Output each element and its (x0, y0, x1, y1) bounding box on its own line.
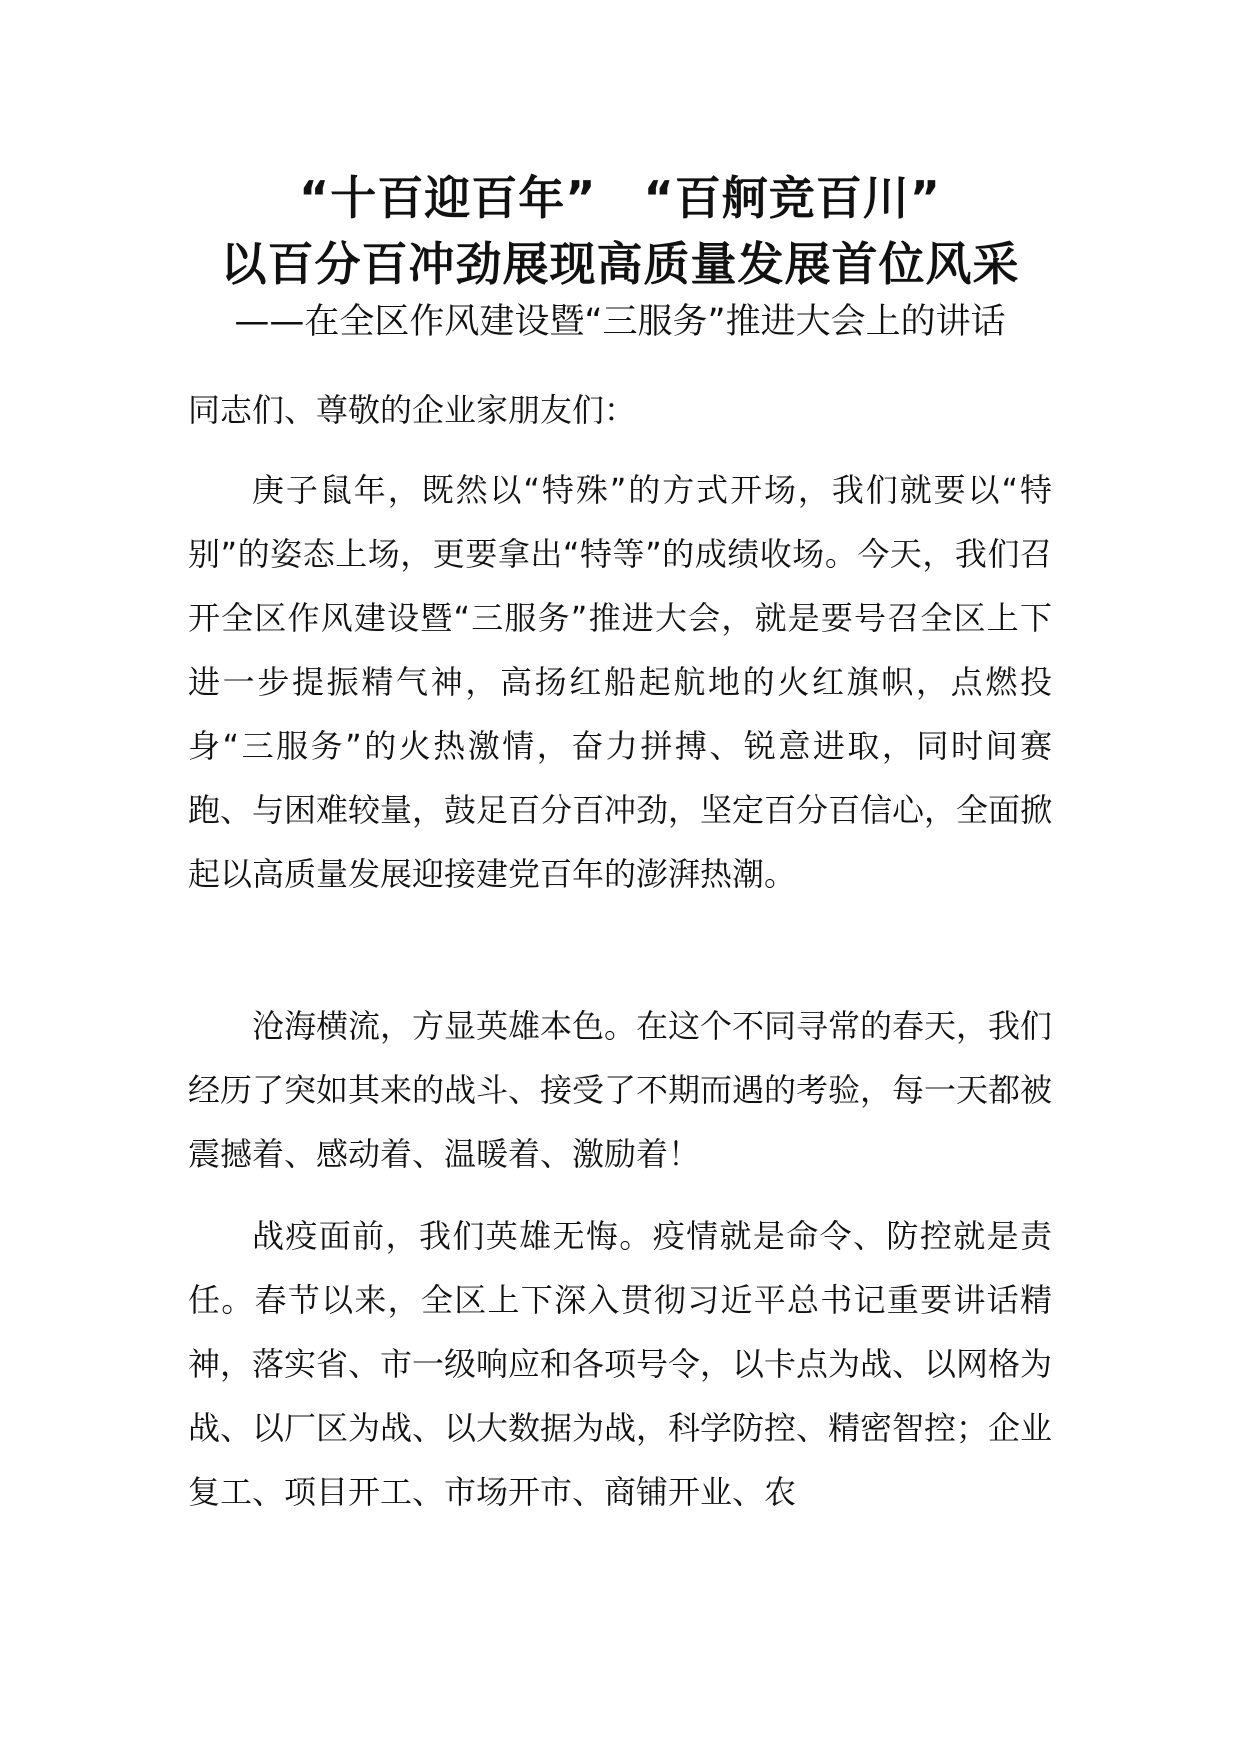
paragraph-1: 庚子鼠年，既然以“特殊”的方式开场，我们就要以“特别”的姿态上场，更要拿出“特等”的成绩收场。今天，我们召开全区作风建设暨“三服务”推进大会，就是要号召全区上下进一步提振精气神，高扬红船起航地的火红旗帜，点燃投身“三服务”的火热激情，奋力拼搏、锐意进取，同时间赛跑、与困难较量，鼓足百分百冲劲，坚定百分百信心，全面掀起以高质量发展迎接建党百年的澎湃热潮。 (188, 471, 1053, 893)
paragraph-3: 战疫面前，我们英雄无悔。疫情就是命令、防控就是责任。春节以来，全区上下深入贯彻习近平总书记重要讲话精神，落实省、市一级响应和各项号令，以卡点为战、以网格为战、以厂区为战、以大数据为战，科学防控、精密智控；企业复工、项目开工、市场开市、商铺开业、农 (188, 1217, 1053, 1511)
paragraph-2: 沧海横流，方显英雄本色。在这个不同寻常的春天，我们经历了突如其来的战斗、接受了不期而遇的考验，每一天都被震撼着、感动着、温暖着、激励着！ (188, 1007, 1053, 1173)
greeting: 同志们、尊敬的企业家朋友们： (188, 391, 637, 429)
title-line-1: “十百迎百年” “百舸竞百川” (299, 171, 941, 225)
title-line-2: 以百分百冲劲展现高质量发展首位风采 (220, 237, 1020, 291)
subtitle: ——在全区作风建设暨“三服务”推进大会上的讲话 (234, 302, 1006, 342)
